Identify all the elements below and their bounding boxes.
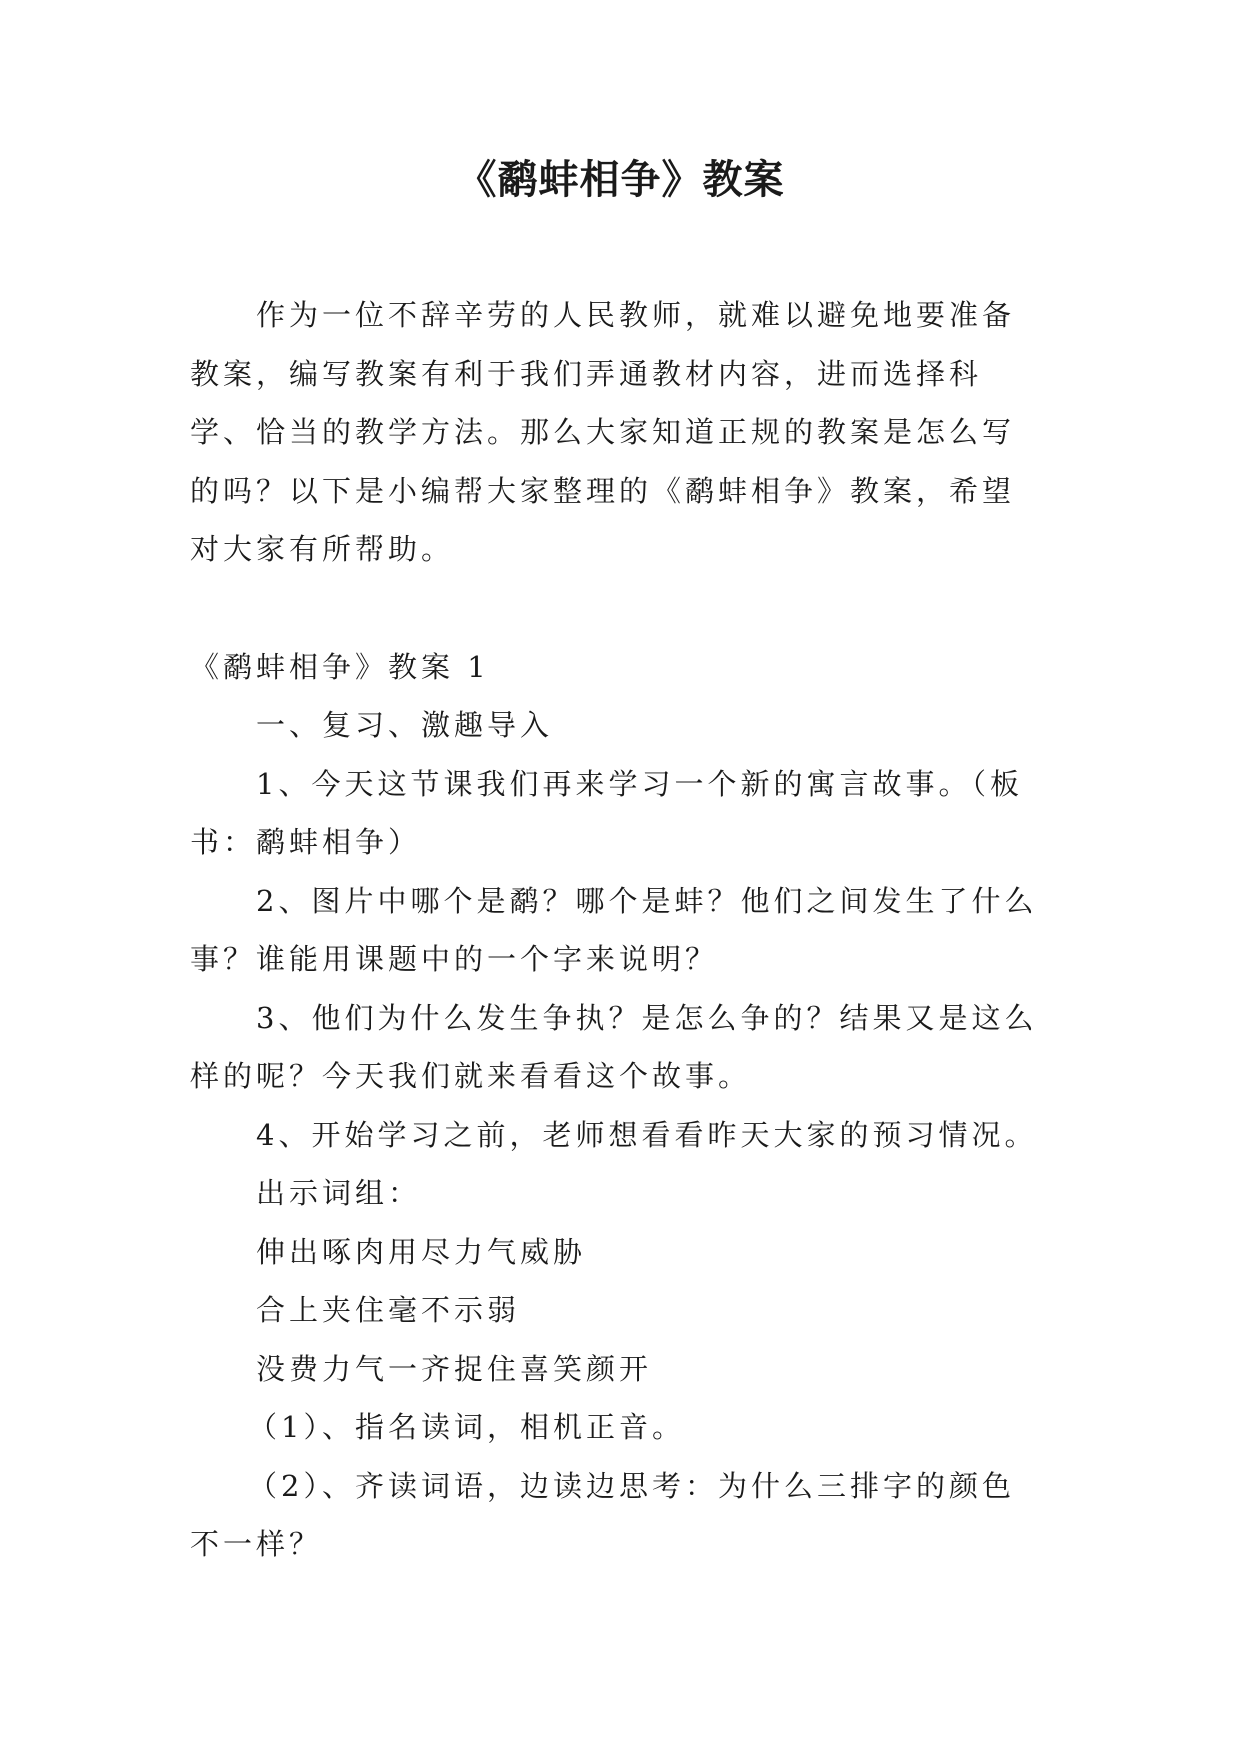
step-2: 2、图片中哪个是鹬？哪个是蚌？他们之间发生了什么事？谁能用课题中的一个字来说明？: [190, 883, 1038, 976]
section-heading: 《鹬蚌相争》教案 1: [190, 649, 490, 684]
word-row-3: 没费力气一齐捉住喜笑颜开: [256, 1351, 653, 1386]
paragraph-spacer: [190, 579, 1047, 638]
step-1: 1、今天这节课我们再来学习一个新的寓言故事。（板书：鹬蚌相争）: [190, 766, 1023, 859]
outline-heading: 一、复习、激趣导入: [256, 708, 554, 742]
step-3: 3、他们为什么发生争执？是怎么争的？结果又是这么样的呢？今天我们就来看看这个故事。: [190, 1000, 1038, 1093]
sub-step-1: （1）、指名读词，相机正音。: [248, 1410, 685, 1444]
document-body: [190, 286, 1047, 1574]
sub-step-2: （2）、齐读词语，边读边思考：为什么三排字的颜色不一样？: [190, 1468, 1015, 1561]
step-4: 4、开始学习之前，老师想看看昨天大家的预习情况。: [256, 1117, 1038, 1152]
word-list-label: 出示词组：: [256, 1176, 422, 1210]
document-title: 《鹬蚌相争》教案: [456, 157, 785, 203]
word-row-2: 合上夹住毫不示弱: [256, 1293, 521, 1327]
word-row-1: 伸出啄肉用尽力气威胁: [256, 1234, 587, 1269]
intro-paragraph: 作为一位不辞辛劳的人民教师，就难以避免地要准备教案，编写教案有利于我们弄通教材内容，进而选择科学、恰当的教学方法。那么大家知道正规的教案是怎么写的吗？以下是小编帮大家整理的《鹬蚌相争》教案，希望对大家有所帮助。: [190, 298, 1016, 566]
